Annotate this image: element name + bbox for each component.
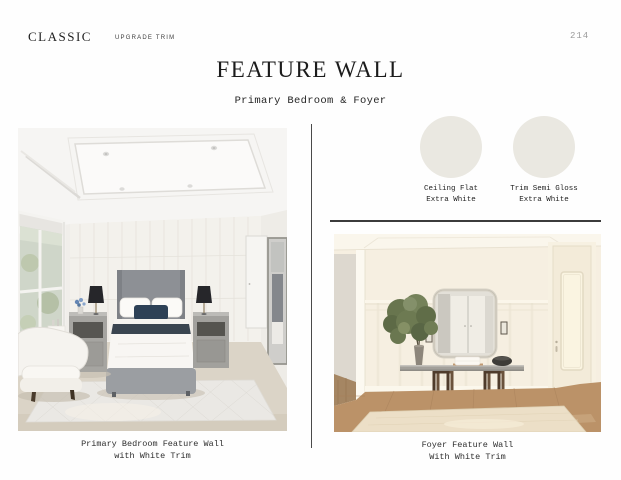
navy-accent-pillow <box>134 305 168 320</box>
page-number: 214 <box>570 31 590 41</box>
closet-door <box>246 236 267 328</box>
page-subtitle: Primary Bedroom & Foyer <box>234 95 387 107</box>
page-title: FEATURE WALL <box>216 57 405 82</box>
bedroom-caption <box>18 438 287 462</box>
foyer-caption <box>334 439 601 463</box>
bedroom-caption-line1: Primary Bedroom Feature Wall <box>81 439 224 449</box>
floor-mirror <box>268 238 287 364</box>
hallway-opening <box>334 250 365 406</box>
foyer-photo-illustration <box>334 234 601 432</box>
white-armchair <box>18 327 90 402</box>
paint-swatch-trim-semi-gloss <box>513 116 575 178</box>
foyer-caption-line2: With White Trim <box>429 452 506 462</box>
bedroom-photo <box>18 128 287 431</box>
swatch-label-line: Extra White <box>519 196 569 204</box>
swatch-label-line: Ceiling Flat <box>423 185 478 193</box>
foyer-caption-line1: Foyer Feature Wall <box>421 440 514 450</box>
right-nightstand <box>193 312 229 368</box>
swatch-label-line: Trim Semi Gloss <box>510 185 578 193</box>
foyer-photo <box>334 234 601 432</box>
entry-mirror <box>434 290 496 357</box>
swatch-label-line: Extra White <box>426 196 476 204</box>
small-wall-frame-right <box>501 322 507 334</box>
bedroom-photo-illustration <box>18 128 287 431</box>
dark-throw-blanket <box>111 324 191 335</box>
horizontal-divider-line <box>330 220 601 222</box>
brand-logo: CLASSIC <box>28 29 92 44</box>
paint-swatch-ceiling-flat <box>420 116 482 178</box>
bedroom-caption-line2: with White Trim <box>114 451 191 461</box>
swatch-label-trim-semi-gloss <box>489 184 599 206</box>
collection-label: UPGRADE TRIM <box>115 35 176 41</box>
vertical-divider-line <box>311 124 312 448</box>
